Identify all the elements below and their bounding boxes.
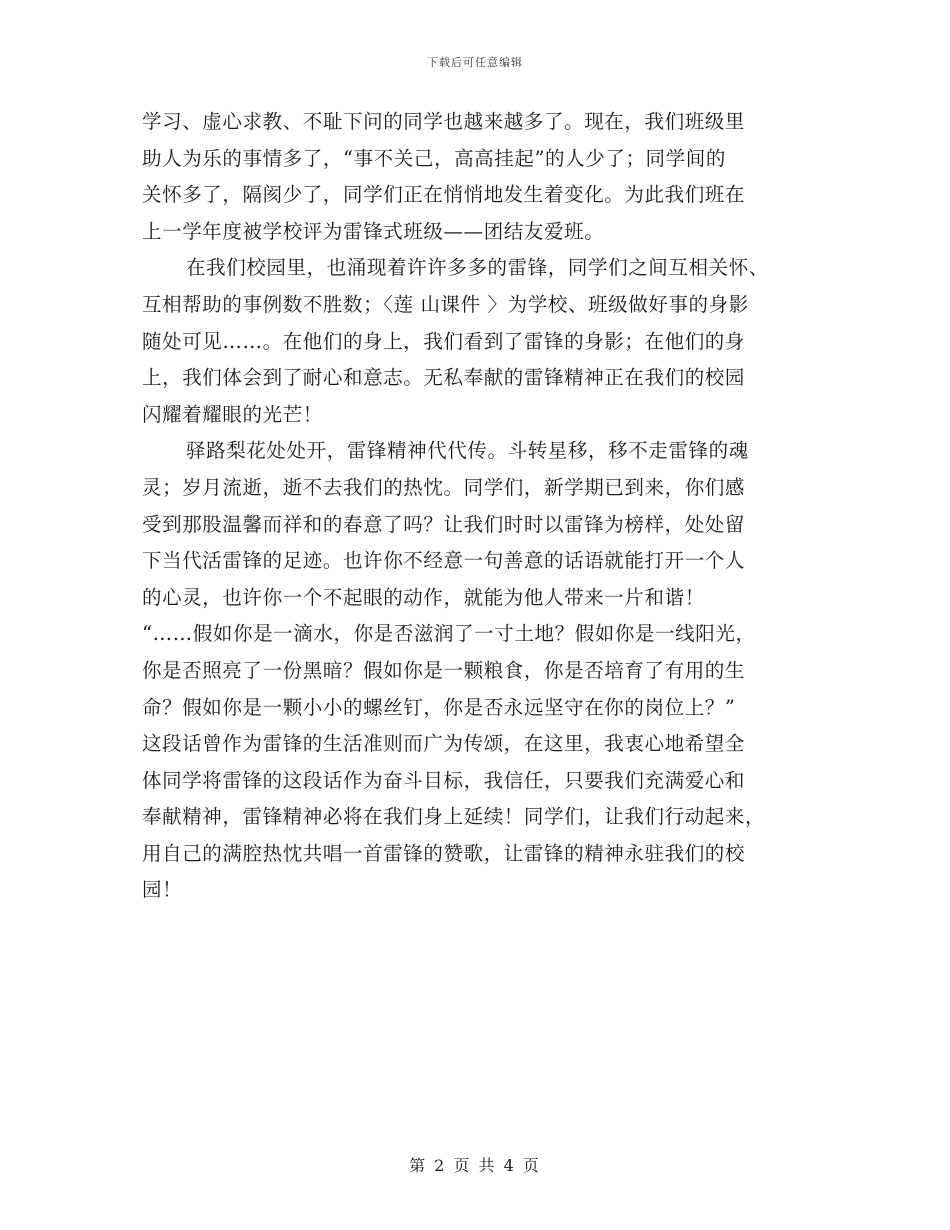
text-line: 上，我们体会到了耐心和意志。无私奉献的雷锋精神正在我们的校园 (142, 366, 746, 390)
text-line: 受到那股温馨而祥和的春意了吗？让我们时时以雷锋为榜样，处处留 (142, 512, 746, 536)
text-line: 在我们校园里，也涌现着许许多多的雷锋，同学们之间互相关怀、 (186, 256, 769, 280)
page-number: 第 2 页 共 4 页 (409, 1156, 541, 1175)
text-line: 灵；岁月流逝，逝不去我们的热忱。同学们，新学期已到来，你们感 (142, 475, 746, 499)
text-line: 用自己的满腔热忱共唱一首雷锋的赞歌，让雷锋的精神永驻我们的校 (142, 841, 746, 865)
text-line: 学习、虚心求教、不耻下问的同学也越来越多了。现在，我们班级里 (142, 110, 746, 133)
text-line: 园！ (142, 878, 183, 902)
text-line: 关怀多了，隔阂少了，同学们正在悄悄地发生着变化。为此我们班在 (142, 183, 746, 207)
header-note: 下载后可任意编辑 (427, 56, 523, 69)
text-line: 的心灵，也许你一个不起眼的动作，就能为他人带来一片和谐！ (142, 585, 705, 609)
text-line: 下当代活雷锋的足迹。也许你不经意一句善意的话语就能打开一个人 (142, 549, 746, 573)
text-line: 命？假如你是一颗小小的螺丝钉，你是否永远坚守在你的岗位上？” (142, 695, 736, 719)
document-body (142, 104, 810, 909)
text-line: “……假如你是一滴水，你是否滋润了一寸土地？假如你是一线阳光， (142, 622, 756, 646)
text-line: 驿路梨花处处开，雷锋精神代代传。斗转星移，移不走雷锋的魂 (186, 439, 749, 463)
text-line: 上一学年度被学校评为雷锋式班级——团结友爱班。 (142, 219, 605, 243)
text-line: 随处可见……。在他们的身上，我们看到了雷锋的身影；在他们的身 (142, 329, 746, 353)
text-line: 你是否照亮了一份黑暗？假如你是一颗粮食，你是否培育了有用的生 (142, 658, 746, 682)
text-line: 闪耀着耀眼的光芒！ (142, 402, 323, 426)
text-line: 奉献精神，雷锋精神必将在我们身上延续！同学们，让我们行动起来， (142, 805, 766, 829)
text-line: 这段话曾作为雷锋的生活准则而广为传颂，在这里，我衷心地希望全 (142, 732, 746, 756)
text-line: 助人为乐的事情多了，“事不关己，高高挂起”的人少了；同学间的 (142, 146, 726, 170)
text-line: 体同学将雷锋的这段话作为奋斗目标，我信任，只要我们充满爱心和 (142, 768, 746, 792)
text-line: 互相帮助的事例数不胜数；〈莲 山课件 〉为学校、班级做好事的身影 (142, 292, 749, 316)
